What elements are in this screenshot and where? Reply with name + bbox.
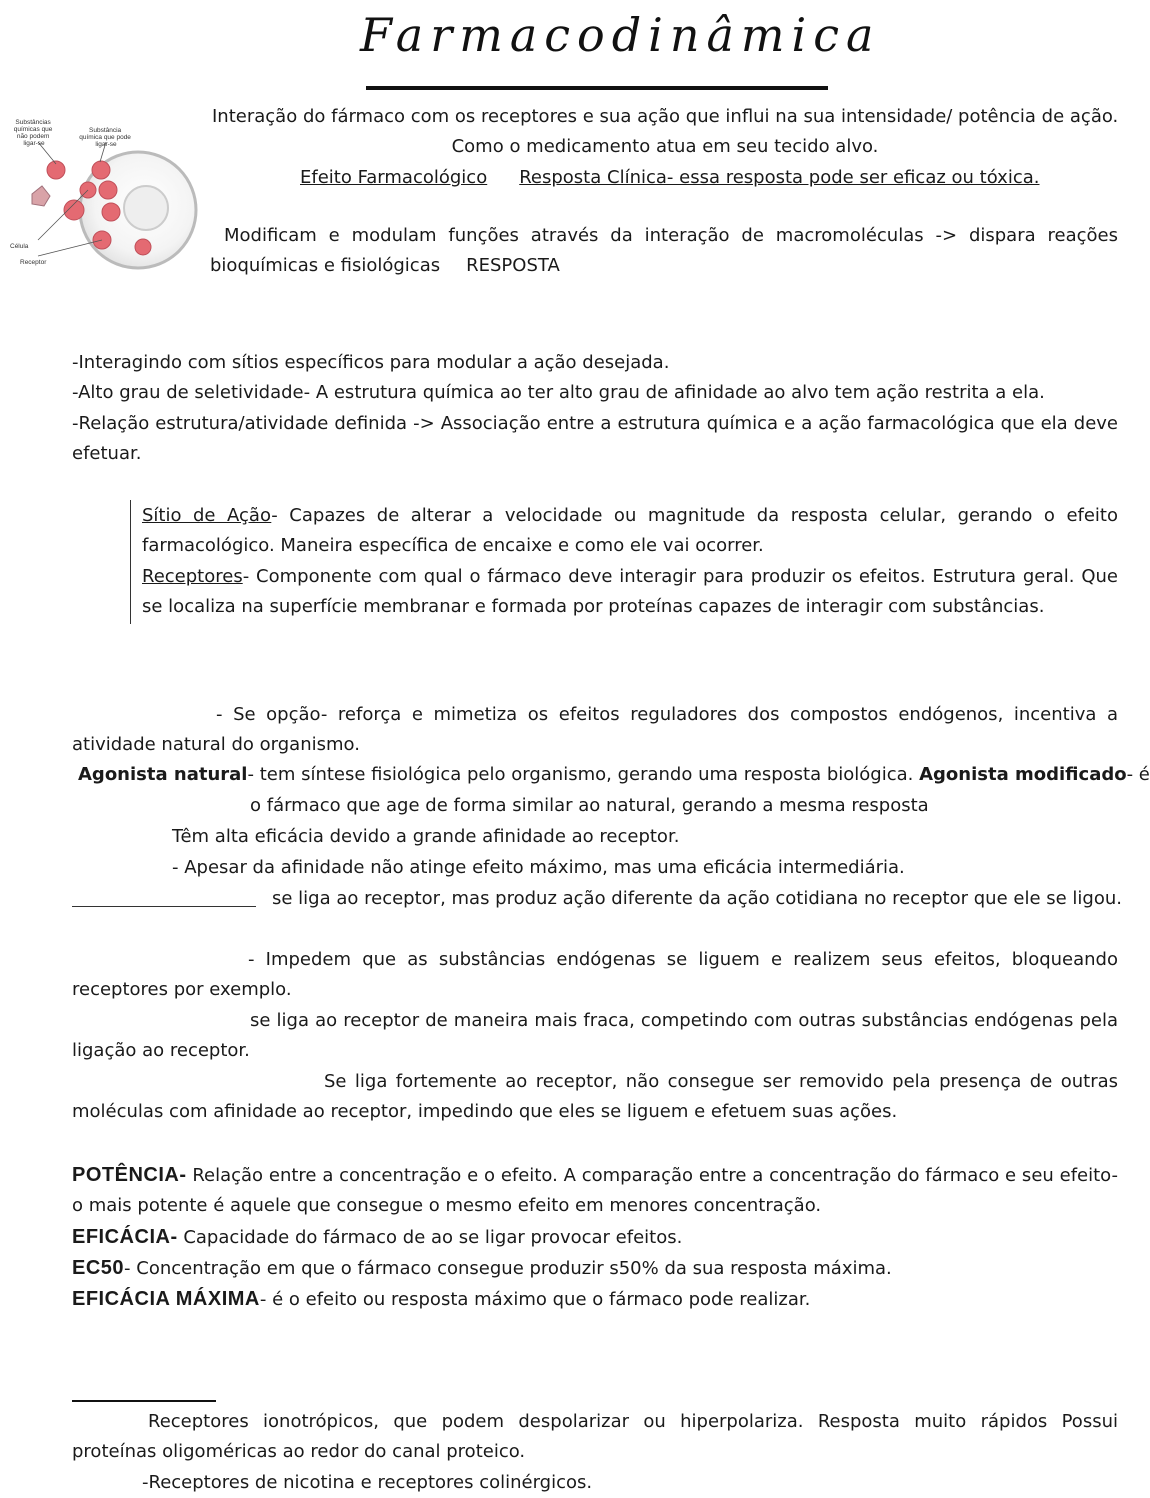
efficacy-def: EFICÁCIA- Capacidade do fármaco de ao se ligar provocar efeitos. — [72, 1226, 683, 1248]
non-binding-molecule — [32, 186, 50, 206]
efficacy-term: EFICÁCIA- — [72, 1226, 178, 1248]
diagram-label-cell: Célula — [10, 243, 29, 250]
footnote-line-2: -Receptores de nicotina e receptores colinérgicos. — [142, 1472, 593, 1493]
feature-line-2: -Alto grau de seletividade- A estrutura química ao ter alto grau de afinidade ao alvo tem ação restrita a ela. — [72, 382, 1045, 403]
agonist-inverse: se liga ao receptor, mas produz ação diferente da ação cotidiana no receptor que ele se ligou. — [272, 888, 1122, 909]
site-term: Sítio de Ação — [142, 505, 272, 526]
antagonist-intro: - Impedem que as substâncias endógenas se liguem e realizem seus efeitos, bloqueando receptores por exemplo. — [72, 949, 1118, 1000]
potency-term: POTÊNCIA- — [72, 1164, 187, 1186]
quote-bar — [130, 500, 131, 624]
diagram-label-can-bind: Substância química que pode ligar-se — [79, 127, 131, 148]
receptor — [93, 231, 111, 249]
feature-line-3: -Relação estrutura/atividade definida -> Associação entre a estrutura química e a ação farmacológica que ela deve efetuar. — [72, 413, 1118, 464]
effect-left: Efeito Farmacológico — [300, 167, 488, 188]
ec50-def: EC50- Concentração em que o fármaco consegue produzir s50% da sua resposta máxima. — [72, 1257, 892, 1279]
agonist-intro: - Se opção- reforça e mimetiza os efeitos reguladores dos compostos endógenos, incentiva a atividade natural do organismo. — [72, 704, 1118, 755]
max-efficacy-term: EFICÁCIA MÁXIMA — [72, 1288, 260, 1310]
agonist-partial: - Apesar da afinidade não atinge efeito máximo, mas uma eficácia intermediária. — [172, 857, 905, 878]
resposta-label: RESPOSTA — [466, 255, 560, 276]
receptors-def: Receptores- Componente com qual o fármaco deve interagir para produzir os efeitos. Estrutura geral. Que se localiza na superfície membranar e formada por proteínas capazes de interagir com substâncias. — [142, 566, 1118, 617]
receptor — [92, 161, 110, 179]
intro-modulate: Modificam e modulam funções através da interação de macromoléculas -> dispara reações bioquímicas e fisiológicas RESPOSTA — [210, 225, 1118, 276]
receptor — [135, 239, 151, 255]
cell-nucleus — [124, 186, 168, 230]
footnote-line-1: Receptores ionotrópicos, que podem despolarizar ou hiperpolariza. Resposta muito rápidos Possui proteínas oligoméricas ao redor do canal proteico. — [72, 1411, 1118, 1462]
agonist-modified-cont: o fármaco que age de forma similar ao natural, gerando a mesma resposta — [250, 795, 929, 816]
antagonist-reversible: se liga ao receptor de maneira mais fraca, competindo com outras substâncias endógenas pela ligação ao receptor. — [72, 1010, 1118, 1061]
max-efficacy-def: EFICÁCIA MÁXIMA- é o efeito ou resposta máximo que o fármaco pode realizar. — [72, 1288, 811, 1310]
agonist-full: Têm alta eficácia devido a grande afinidade ao receptor. — [172, 826, 680, 847]
antagonist-irreversible: Se liga fortemente ao receptor, não consegue ser removido pela presença de outras moléculas com afinidade ao receptor, impedindo que eles se liguem e efetuem suas ações. — [72, 1071, 1118, 1122]
page-title: Farmacodinâmica — [360, 8, 881, 62]
ligand — [99, 181, 117, 199]
title-underline — [366, 86, 828, 90]
ligand — [64, 200, 84, 220]
receptor — [102, 203, 120, 221]
diagram-label-cannot-bind: Substâncias químicas que não podem ligar-se — [13, 119, 53, 147]
intro-line-1: Interação do fármaco com os receptores e sua ação que influi na sua intensidade/ potência de ação. — [212, 106, 1119, 127]
receptors-term: Receptores — [142, 566, 243, 587]
potency-def: POTÊNCIA- Relação entre a concentração e o efeito. A comparação entre a concentração do fármaco e seu efeito- o mais potente é aquele que consegue o mesmo efeito em menores concentração. — [72, 1164, 1118, 1216]
intro-effect-line — [300, 163, 1040, 193]
natural-term: Agonista natural — [78, 764, 248, 785]
intro-line-2: Como o medicamento atua em seu tecido alvo. — [451, 136, 879, 157]
diagram-label-receptor: Receptor — [20, 259, 47, 266]
ec50-term: EC50 — [72, 1257, 125, 1279]
blank-line — [72, 906, 256, 907]
feature-line-1: -Interagindo com sítios específicos para modular a ação desejada. — [72, 352, 670, 373]
modified-term: Agonista modificado — [919, 764, 1127, 785]
site-of-action: Sítio de Ação- Capazes de alterar a velocidade ou magnitude da resposta celular, gerando o efeito farmacológico. Maneira específica de encaixe e como ele vai ocorrer. — [142, 505, 1118, 556]
agonist-types: Agonista natural- tem síntese fisiológica pelo organismo, gerando uma resposta biológica. Agonista modificado- é — [78, 764, 1150, 785]
effect-right: Resposta Clínica- essa resposta pode ser eficaz ou tóxica. — [519, 167, 1040, 188]
cell-receptor-diagram — [8, 112, 190, 272]
footnote-rule — [72, 1400, 216, 1402]
